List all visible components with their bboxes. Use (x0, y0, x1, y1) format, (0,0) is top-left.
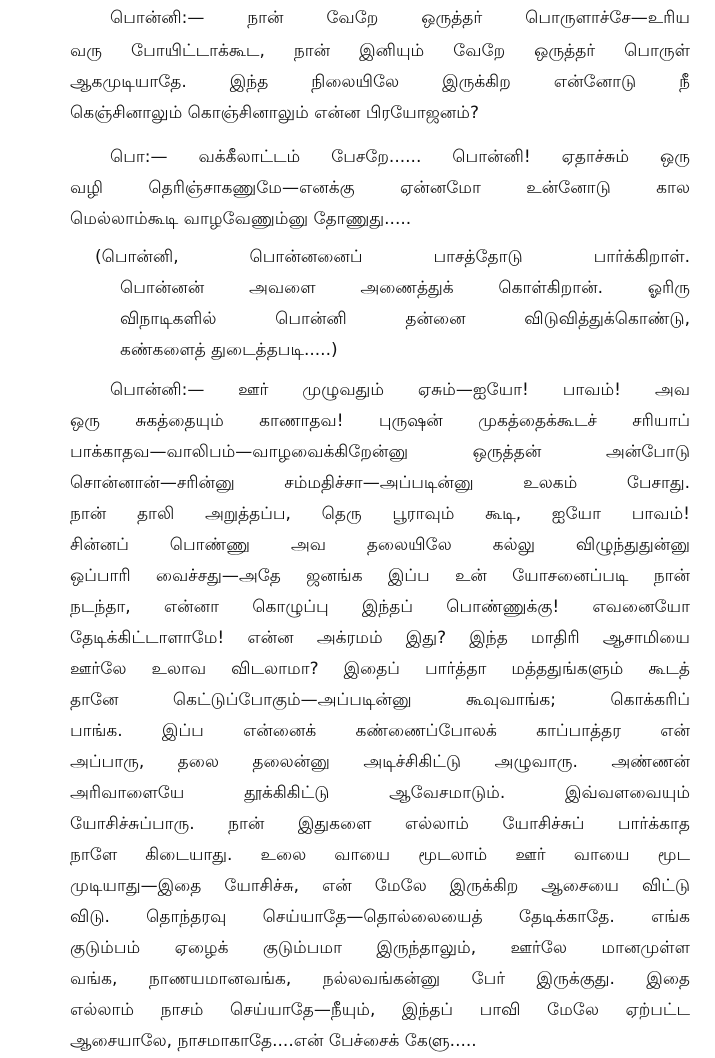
text-line: வரு போயிட்டாக்கூட, நான் இனியும் வேறே ஒருத்தர் பொருள் (70, 41, 690, 61)
text-line: பாங்க. இப்ப என்னைக் கண்ணைப்போலக் காப்பாத்தர என் (70, 721, 690, 741)
text-line: பொன்னி:— நான் வேறே ஒருத்தர் பொருளாச்சே—உரிய (110, 8, 690, 28)
text-line: முடியாது—இதை யோசிச்சு, என் மேலே இருக்கிற ஆசையை விட்டு (70, 876, 690, 896)
stage-direction-line: கண்களைத் துடைத்தபடி.....) (120, 340, 338, 360)
text-line: சொன்னான்—சரின்னு சம்மதிச்சா—அப்படின்னு உலகம் பேசாது. (70, 473, 690, 493)
text-line: அரிவாளையே தூக்கிகிட்டு ஆவேசமாடும். இவ்வளவையும் (70, 783, 690, 803)
text-line: நாளே கிடையாது. உலை வாயை மூடலாம் ஊர் வாயை மூட (70, 845, 690, 865)
stage-direction-line: (பொன்னி, பொன்னனைப் பாசத்தோடு பார்க்கிறாள். (95, 247, 690, 267)
stage-direction-line: பொன்னன் அவளை அணைத்துக் கொள்கிறான். ஓரிரு (120, 278, 690, 298)
stage-direction-line: விநாடிகளில் பொன்னி தன்னை விடுவித்துக்கொண்டு, (120, 309, 690, 329)
text-line: தானே கெட்டுப்போகும்—அப்படின்னு கூவுவாங்க; கொக்கரிப் (70, 690, 690, 710)
text-line: பாக்காதவ—வாலிபம்—வாழவைக்கிறேன்னு ஒருத்தன் அன்போடு (70, 442, 690, 462)
text-line: வங்க, நாணயமானவங்க, நல்லவங்கன்னு பேர் இருக்குது. இதை (70, 969, 690, 989)
text-line: ஆகமுடியாதே. இந்த நிலையிலே இருக்கிற என்னோடு நீ (70, 72, 690, 92)
text-line: நான் தாலி அறுத்தப்ப, தெரு பூராவும் கூடி, ஐயோ பாவம்! (70, 504, 690, 524)
text-line: ஒப்பாரி வைச்சது—அதே ஜனங்க இப்ப உன் யோசனைப்படி நான் (70, 566, 690, 586)
text-line: ஒரு சுகத்தையும் காணாதவ! புருஷன் முகத்தைக்கூடச் சரியாப் (70, 411, 690, 431)
text-line: சின்னப் பொண்ணு அவ தலையிலே கல்லு விழுந்துதுன்னு (70, 535, 690, 555)
text-line: ஊர்லே உலாவ விடலாமா? இதைப் பார்த்தா மத்ததுங்களும் கூடத் (70, 659, 690, 679)
text-line: கெஞ்சினாலும் கொஞ்சினாலும் என்ன பிரயோஜனம்? (70, 103, 479, 123)
text-line: யோசிச்சுப்பாரு. நான் இதுகளை எல்லாம் யோசிச்சுப் பார்க்காத (70, 814, 690, 834)
text-line: விடு. தொந்தரவு செய்யாதே—தொல்லையைத் தேடிக்காதே. எங்க (70, 907, 690, 927)
text-line: மெல்லாம்கூடி வாழவேணும்னு தோணுது..... (70, 209, 412, 229)
text-line: ஆசையாலே, நாசமாகாதே....என் பேச்சைக் கேளு..... (70, 1031, 477, 1051)
text-line: பொன்னி:— ஊர் முழுவதும் ஏசும்—ஐயோ! பாவம்! அவ (110, 380, 690, 400)
text-line: நடந்தா, என்னா கொழுப்பு இந்தப் பொண்ணுக்கு! எவனையோ (70, 597, 690, 617)
text-line: வழி தெரிஞ்சாகணுமே—எனக்கு ஏன்னமோ உன்னோடு கால (70, 178, 690, 198)
text-line: பொ:— வக்கீலாட்டம் பேசறே...... பொன்னி! ஏதாச்சும் ஒரு (110, 147, 690, 167)
text-line: குடும்பம் ஏழைக் குடும்பமா இருந்தாலும், ஊர்லே மானமுள்ள (70, 938, 690, 958)
text-line: அப்பாரு, தலை தலைன்னு அடிச்சிகிட்டு அழுவாரு. அண்ணன் (70, 752, 690, 772)
text-line: எல்லாம் நாசம் செய்யாதே—நீயும், இந்தப் பாவி மேலே ஏற்பட்ட (70, 1000, 690, 1020)
text-line: தேடிக்கிட்டாளாமே! என்ன அக்ரமம் இது? இந்த மாதிரி ஆசாமியை (70, 628, 690, 648)
